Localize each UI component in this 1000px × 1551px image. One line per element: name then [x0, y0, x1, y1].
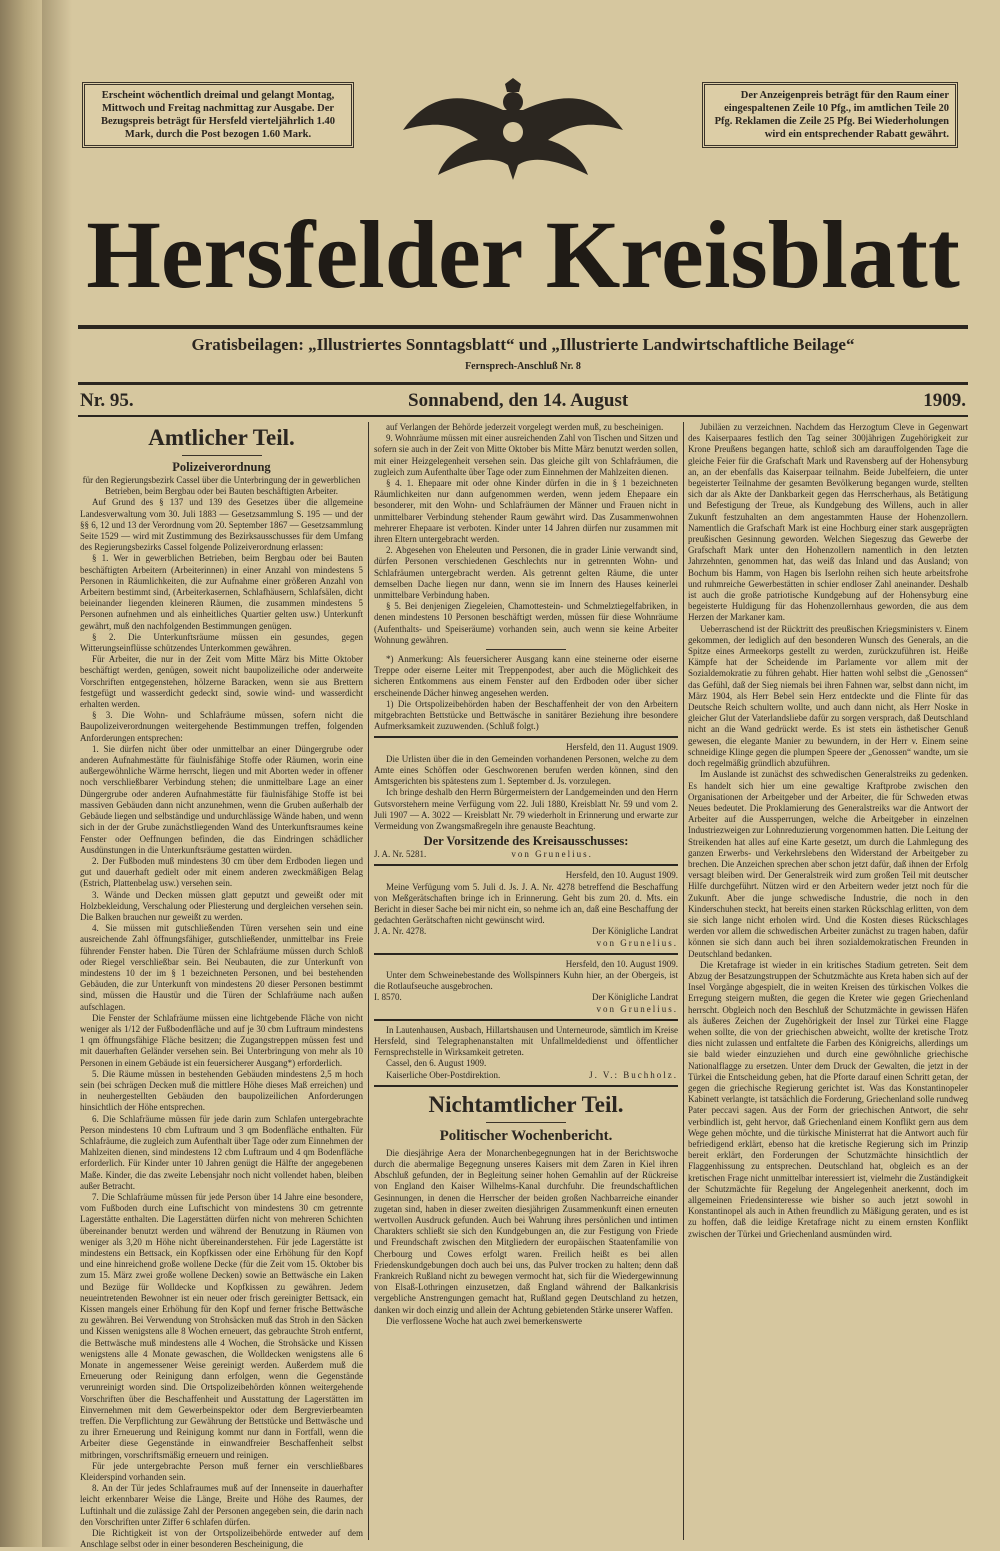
paragraph: Die Urlisten über die in den Gemeinden vorhandenen Personen, welche zu dem Amte eines Schöffen oder Geschworenen berufen werden können, sind den Amtsgerichten bis spätestens zum 1. September d. Js. vorzulegen. [374, 753, 678, 787]
paragraph: 1. Sie dürfen nicht über oder unmittelbar an einer Düngergrube oder anderen Aufnahmestätte für fäulnisfähige Stoffe oder Räumen, worin eine außergewöhnliche Wärme herrscht, liegen und mit Aborten weder in offener noch verschließbarer Verbindung stehen; die unmittelbare Lage an einer Düngergrube oder anderen Aufnahmestätte für fäulnisfähige Stoffe ist bei massiven Gebäuden dann nicht anzunehmen, wenn die Gruben außerhalb der Gebäude liegen und selbständige und undurchlässige Wände haben, und wenn sich in der der Grube zunächstliegenden Wand des Unterkunftsraumes keine Fenster oder Oeffnungen befinden, die das Eindringen schädlicher Ausdünstungen in die Unterkunftsräume gestatten würden. [80, 743, 363, 855]
column-divider [683, 422, 684, 1540]
page-fold-shadow [42, 0, 72, 1547]
signer: von Grunelius. [596, 1003, 678, 1014]
signer: von Grunelius. [511, 849, 593, 860]
paragraph: Jubiläen zu verzeichnen. Nachdem das Herzogtum Cleve in Gegenwart des Kaiserpaares festlich den Tag seiner 300jährigen Zugehörigkeit zur Krone Preußens begangen hatte, schloß sich am darauffolgenden Tage die gleiche Feier für die Grafschaft Mark und Ravensberg auf der Hohensyburg an, an der ebenfalls das Kaiserpaar teilnahm. Beide Jubelfeiern, die unter begeisterter Teilnahme der gesamten Bevölkerung begangen wurde, stellten sich dar als Akte der Dankbarkeit gegen das Herrscherhaus, als Betätigung und Befestigung der Treue, als Kundgebung des Willens, auch in aller Zukunft festzuhalten an dem angestammten Hause der Hohenzollern. Namentlich die Grafschaft Mark ist eine Hochburg einer stark ausgeprägten preußischen Gesinnung geworden. Welchen Siegeszug das Gewerbe der Grafschaft Mark unter den Hohenzollern namentlich in den letzten Jahrzehnten, genommen hat, das weiß das Inland und das Ausland; von Bochum bis Hamm, von Hagen bis Iserlohn reihen sich heute arbeitsfrohe und ruhmreiche Gewerbestätten in schier endloser Zahl aneinander. Deshalb ist auch die große patriotische Kundgebung auf der Hohensyburg eine begeisterte Huldigung für das Hohenzollernhaus geworden, die aus dem Herzen der Markaner kam. [688, 422, 968, 623]
paragraph: § 4. 1. Ehepaare mit oder ohne Kinder dürfen in die in § 1 bezeichneten Räumlichkeiten nur dann aufgenommen werden, wenn jedem Ehepaare ein besonderer, mit den Wohn- und Schlafräumen der Männer und Frauen nicht in unmittelbarer Verbindung stehender Raum gewährt wird. Das Zusammenwohnen mehrerer Ehepaare ist verboten. Kinder unter 14 Jahren dürfen nur zusammen mit ihren Eltern untergebracht werden. [374, 478, 678, 545]
paragraph: Die diesjährige Aera der Monarchenbegegnungen hat in der Berichtswoche durch die abermalige Begegnung unseres Kaisers mit dem Zaren in Kiel ihren Abschluß gefunden, der in Begleitung seiner hohen Gemahlin auf der Rückreise von England den Kaiser Wilhelms-Kanal durchfuhr. Die freundschaftlichen Gesinnungen, in denen die Herrscher der beiden großen Nachbarreiche einander zugetan sind, haben in dieser zweiten diesjährigen Zusammenkunft einen erneuten wertvollen Ausdruck gefunden. Auch bei Wahrung ihres persönlichen und intimen Charakters schließt sie sich den Kundgebungen an, die zur Festigung von Friede und Freundschaft zwischen den Mitgliedern der europäischen Staatenfamilie von Cherbourg und Cowes erfolgt waren. Freilich heißt es bei allen Friedenskundgebungen doch auch bei uns, das Pulver trocken zu halten; denn daß Frankreich Rußland nicht zu bewegen vermocht hat, sich für die Wiedergewinnung von Elsaß-Lothringen einzusetzen, daß England während der Balkankrisis vergebliche Anstrengungen gemacht hat, Rußland gegen Deutschland zu hetzen, danken wir doch einzig und allein der Achtung gebietenden Stärke unserer Waffen. [374, 1147, 678, 1315]
paragraph: auf Verlangen der Behörde jederzeit vorgelegt werden muß, zu bescheinigen. [386, 422, 664, 432]
signer-title: Der Königliche Landrat [592, 992, 678, 1003]
footnote: *) Anmerkung: Als feuersicherer Ausgang kann eine steinerne oder eiserne Treppe oder eiserne Leiter mit Treppenpodest, aber auch die Möglichkeit des sicheren Entkommens aus einem Fenster auf den Erdboden oder über sicher erscheinende Dächer hinweg angesehen werden. [374, 654, 678, 698]
issue-date: Sonnabend, den 14. August [408, 390, 629, 411]
paragraph: § 3. Die Wohn- und Schlafräume müssen, sofern nicht die Baupolizeiverordnungen weitergehende Bestimmungen treffen, folgenden Anforderungen entsprechen: [80, 710, 363, 743]
paragraph: Die Richtigkeit ist von der Ortspolizeibehörde entweder auf dem Anschlage selbst oder in einer besonderen Bescheinigung, die [80, 1528, 363, 1550]
paragraph: 6. Die Schlafräume müssen für jede darin zum Schlafen untergebrachte Person mindestens 10 cbm Luftraum und 3 qm Bodenfläche enthalten. Für Schlafräume, die zugleich zum Aufenthalt über Tage oder zum Einnehmen der Mahlzeiten dienen, sind mindestens 12 cbm Luftraum und 4 qm Bodenfläche erforderlich. Für Kinder unter 10 Jahren genügt die Hälfte der angegebenen Maße. Kinder, die das zweite Lebensjahr noch nicht vollendet haben, bleiben außer Betracht. [80, 1113, 363, 1191]
paragraph: Ueberraschend ist der Rücktritt des preußischen Kriegsministers v. Einem gekommen, der lediglich auf den besonderen Wunsch des Generals, an die Spitze eines Armeekorps gestellt zu werden, zurückzuführen ist. Heiße Kämpfe hat der Scheidende im Parlamente vor allem mit der Sozialdemokratie zu führen gehabt. Hier hatten wohl selbst die „Genossen“ das Gefühl, daß der Sieg niemals bei ihren Fahnen war, selbst dann nicht, im März 1904, als Herr Bebel sein Herz entdeckte und die Flinte für das Deutsche Reich schultern wollte, und auch dann nicht, als Herr Noske in gleicher Glut der Vaterlandsliebe dafür zu sorgen versprach, daß Deutschland nicht an die Wand gedrückt werde. Es ist stets ein ästhetischer Genuß gewesen, die elegante Manier zu bewundern, in der Herr v. Einem seine schneidige Klinge gegen die plumpen Speere der „Genossen“ wandte, um sie doch regelmäßig gründlich abzuführen. [688, 623, 968, 769]
notice-dateline: Cassel, den 6. August 1909. [386, 1058, 487, 1069]
article-title: Politischer Wochenbericht. [439, 1127, 613, 1144]
paragraph: In Lautenhausen, Ausbach, Hillartshausen und Unterneurode, sämtlich im Kreise Hersfeld, sind Telegraphenanstalten mit Unfallmeldedienst und öffentlicher Fernsprechstelle in Wirksamkeit getreten. [374, 1024, 678, 1058]
article-subtitle: für den Regierungsbezirk Cassel über die Unterbringung der in gewerblichen Betrieben, beim Bergbau oder bei Bauten beschäftigten Arbeiter. [82, 475, 361, 497]
divider [78, 325, 968, 329]
paragraph: § 2. Die Unterkunftsräume müssen ein gesundes, gegen Witterungseinflüsse schützendes Unterkommen gewähren. [80, 631, 363, 654]
signer-title: Kaiserliche Ober-Postdirektion. [386, 1069, 501, 1080]
phone-line: Fernsprech-Anschluß Nr. 8 [465, 361, 581, 372]
column-2 [374, 422, 678, 1327]
newspaper-title: Hersfelder Kreisblatt [86, 201, 960, 308]
adjacent-page-edge [0, 0, 42, 1547]
advertising-rates-box: Der Anzeigenpreis beträgt für den Raum einer eingespaltenen Zeile 10 Pfg., im amtlichen Teile 20 Pfg. Reklamen die Zeile 25 Pfg. Bei Wiederholungen wird ein entsprechender Rabatt gewährt. [702, 82, 958, 148]
divider [78, 382, 968, 385]
reference-number: J. A. Nr. 5281. [374, 849, 427, 860]
paragraph: 3. Wände und Decken müssen glatt geputzt und geweißt oder mit Holzbekleidung, Verschalung oder Pliesterung und dergleichen versehen sein. Die Balken brauchen nur geweißt zu werden. [80, 889, 363, 922]
reference-number: I. 8570. [374, 992, 402, 1003]
paragraph: 4. Sie müssen mit gutschließenden Türen versehen sein und eine ausreichende Zahl öffnungsfähiger, gutschließender, unmittelbar ins Freie führender Fenster haben. Die Türen der Schlafräume müssen durch Schloß oder Riegel verschließbar sein. Bei Neubauten, die zur Unterkunft von mindestens 10 der im § 1 bezeichneten Personen, und bei bestehenden Gebäuden, die zur Unterkunft von mindestens 20 dieser Personen bestimmt sind, müssen die Haustür und die Türen der Schlafräume nach außen aufschlagen. [80, 923, 363, 1012]
signer: von Grunelius. [596, 937, 678, 948]
notice-dateline: Hersfeld, den 11. August 1909. [566, 742, 678, 753]
issue-dateline [78, 389, 968, 413]
column-divider [368, 422, 369, 1540]
eagle-emblem-icon [398, 70, 628, 185]
paragraph: Die Fenster der Schlafräume müssen eine lichtgebende Fläche von nicht weniger als 1/12 der Fußbodenfläche und auf je 30 cbm Luftraum mindestens 1 qm öffnungsfähige Fläche besitzen; die Zugangstreppen müssen fest und mit dauerhaften Geländer versehen sein. Bei Unterbringung von mehr als 10 Personen in einem Gebäude ist ein feuersicherer Ausgang*) erforderlich. [80, 1012, 363, 1068]
signer: J. V.: Buchholz. [589, 1069, 678, 1080]
signer-title: Der Vorsitzende des Kreisausschusses: [423, 834, 629, 849]
paragraph: 8. An der Tür jedes Schlafraumes muß auf der Innenseite in dauerhafter leicht erkennbarer Weise die Länge, Breite und Höhe des Raumes, der Luftinhalt und die zulässige Zahl der Personen angegeben sein, die darin nach den Vorschriften unter Ziffer 6 schlafen dürfen. [80, 1483, 363, 1527]
column-3 [688, 422, 968, 1240]
paragraph: § 5. Bei denjenigen Ziegeleien, Chamottestein- und Schmelztiegelfabriken, in denen mindestens 10 Personen beschäftigt werden, müssen für diese Wohnräume (Aufenthalts- und Speiseräume) vorhanden sein, auch wenn sie keine Arbeiter Wohnung gewähren. [374, 601, 678, 645]
signer-title: Der Königliche Landrat [592, 926, 678, 937]
issue-year: 1909. [923, 390, 966, 411]
section-heading: Nichtamtlicher Teil. [428, 1091, 624, 1117]
footnote: 1) Die Ortspolizeibehörden haben der Beschaffenheit der von den Arbeitern mitgebrachten Bettstücke und Bettwäsche in sanitärer Beziehung ihre besondere Aufmerksamkeit zuzuwenden. (Schluß folgt.) [374, 698, 678, 732]
paragraph: Im Auslande ist zunächst des schwedischen Generalstreiks zu gedenken. Es handelt sich hier um eine gewaltige Kraftprobe zwischen den Organisationen der Arbeitgeber und der Arbeiter, die für Schweden etwas Neues bedeutet. Die Proklamierung des Generalstreiks war die Antwort der Arbeiter auf die Aussperrungen, welche die Arbeitgeber in einzelnen Industriezweigen zur Lohnreduzierung vorgenommen hatten. Die Leitung der Streikenden hat alles auf eine Karte gesetzt, um durch die Lahmlegung des ganzen Erwerbs- und Verkehrslebens den Widerstand der Arbeitgeber zu brechen. Die Anzeichen sprechen aber schon jetzt dafür, daß ihnen der Erfolg versagt bleiben wird. Der Generalstreik wird zum großen Teil mit deutscher Hilfe durchgeführt. Nützen wird er den Arbeitern weder jetzt noch für die Zukunft. Aber die junge schwedische Industrie, die noch in den Kinderschuhen steckt, hat bereits einen starken Rückschlag erlitten, von dem sie sich lange nicht erholen wird. Und die Kosten dieses Rückschlages werden vor allem die schwedischen Arbeiter zunächst zu tragen haben, dafür können sie sich dann auch bei ihren sozialdemokratischen Freunden in Deutschland bedanken. [688, 769, 968, 959]
issue-number: Nr. 95. [80, 390, 134, 411]
article-title: Polizeiverordnung [172, 460, 271, 474]
paragraph: 5. Die Räume müssen in bestehenden Gebäuden mindestens 2,5 m hoch sein (bei schrägen Decken muß die mittlere Höhe dieses Maß erreichen) und in neuhergestellten Gebäuden den baupolizeilichen Anforderungen hinsichtlich der Höhe entsprechen. [80, 1068, 363, 1113]
newspaper-page [78, 60, 968, 1550]
column-1 [80, 422, 363, 1551]
paragraph: Meine Verfügung vom 5. Juli d. Js. J. A. Nr. 4278 betreffend die Beschaffung von Meßgerätschaften bringe ich in Erinnerung. Geht bis zum 20. d. Mts. ein Bericht in dieser Sache bei mir nicht ein, so nehme ich an, daß eine Beschaffung der gedachten Gerätschaften nicht gewünscht wird. [374, 881, 678, 926]
paragraph: 2. Abgesehen von Eheleuten und Personen, die in grader Linie verwandt sind, dürfen Personen verschiedenen Geschlechts nur in getrennten Wohn- und Schlafräumen untergebracht werden. Als getrennt gelten Räume, die unter demselben Dache liegen nur dann, wenn sie im Innern des Hauses keinerlei unmittelbare Verbindung haben. [374, 545, 678, 601]
paragraph: 2. Der Fußboden muß mindestens 30 cm über dem Erdboden liegen und gut und dauerhaft gedielt oder mit einem anderen zweckmäßigen Belag (Estrich, Plattenbelag usw.) versehen sein. [80, 855, 363, 889]
paragraph: Die verflossene Woche hat auch zwei bemerkenswerte [386, 1315, 583, 1326]
reference-number: J. A. Nr. 4278. [374, 926, 427, 937]
section-heading: Amtlicher Teil. [148, 425, 295, 450]
subscription-info-box: Erscheint wöchentlich dreimal und gelangt Montag, Mittwoch und Freitag nachmittag zur Ausgabe. Der Bezugspreis beträgt für Hersfeld vierteljährlich 1.40 Mark, durch die Post bezogen 1.60 Mark. [82, 82, 354, 148]
paragraph: § 1. Wer in gewerblichen Betrieben, beim Bergbau oder bei Bauten beschäftigten Arbeitern (Arbeiterinnen) in einer Anzahl von mindestens 5 Personen in Räumlichkeiten, die zur Aufnahme einer größeren Anzahl von Arbeitern bestimmt sind, (Arbeiterkasernen, Schlafhäusern, Schlafsälen, dicht beieinander liegenden kleineren Räumen, die zusammen mindestens 5 Personen aufnehmen und als einheitliches Quartier gelten usw.) Unterkunft gewährt, muß den nachfolgenden Bestimmungen genügen. [80, 553, 363, 631]
supplements-line: Gratisbeilagen: „Illustriertes Sonntagsblatt“ und „Illustrierte Landwirtschaftliche Beilage“ [191, 335, 855, 354]
paragraph: 9. Wohnräume müssen mit einer ausreichenden Zahl von Tischen und Sitzen und sofern sie auch in der Zeit von Mitte Oktober bis Mitte März benutzt werden sollen, mit einer Heizgelegenheit versehen sein. Das gleiche gilt von Schlafräumen, die zugleich zum Aufenthalte über Tage oder zum Einnehmen der Mahlzeiten dienen. [374, 433, 678, 477]
paragraph: Auf Grund des § 137 und 139 des Gesetzes über die allgemeine Landesverwaltung vom 30. Juli 1883 — Gesetzsammlung S. 195 — und der §§ 6, 12 und 13 der Verordnung vom 20. September 1867 — Gesetzsammlung Seite 1529 — wird mit Zustimmung des Bezirksausschusses für dem Umfang des Regierungsbezirks Cassel folgende Polizeiverordnung erlassen: [80, 497, 363, 553]
notice-dateline: Hersfeld, den 10. August 1909. [565, 958, 678, 969]
paragraph: Für Arbeiter, die nur in der Zeit vom Mitte März bis Mitte Oktober beschäftigt werden, genügen, soweit nicht baupolizeiliche oder anderweite Vorschriften entgegenstehen, hölzerne Baracken, wenn sie aus Brettern festgefügt und wasserdicht gedeckt sind, sowie wind- und wasserdicht erhalten werden. [80, 654, 363, 710]
paragraph: Für jede untergebrachte Person muß ferner ein verschließbares Kleiderspind vorhanden sein. [80, 1460, 363, 1483]
notice-dateline: Hersfeld, den 10. August 1909. [565, 870, 678, 881]
divider [78, 415, 968, 417]
paragraph: 7. Die Schlafräume müssen für jede Person über 14 Jahre eine besondere, vom Fußboden durch eine Luftschicht von mindestens 30 cm getrennte Lagerstätte enthalten. Die Lagerstätten dürfen nicht von mehreren Schichten übereinander benutzt werden und während der Benutzung in Räumen von weniger als 3,20 m Höhe nicht übereinanderstehen. Für jede Lagerstätte ist mindestens ein Bettsack, ein Kopfkissen oder eine Erhöhung für den Kopf und eine hinreichend große wollene Decke (für die Zeit vom 15. Oktober bis zum 15. März zwei große wollene Decken) sowie an Bettwäsche ein Laken und Bezüge für Wolldecke und Kopfkissen zu gewähren. Jedem neueintretenden Bewohner ist ein neuer oder frisch gereinigter Bettsack, ein Kissen mangels einer Erhöhung für den Kopf und ferner frische Bettwäsche zu gewähren. Bei Verwendung von Strohsäcken muß das Stroh in den Säcken und Kissen wenigstens alle 8 Wochen erneuert, das gebrauchte Stroh entfernt, die Bettwäsche muß mindestens alle 4 Wochen, die Strohsäcke und Kissen wenigstens alle 4 Monate gewaschen, die Wolldecken wenigstens alle 6 Monate in angemessener Weise gereinigt werden. Außerdem muß die Erneuerung oder Reinigung dann erfolgen, wenn die Gegenstände verunreinigt worden sind. Die Ortspolizeibehörden können weitergehende Vorschriften über die Beschaffenheit und Ausstattung der Lagerstätten im Einvernehmen mit dem Gewerbeinspektor oder dem Bergrevierbeamten treffen. Die Verpflichtung zur Gewährung der Bettstücke und Bettwäsche und zu ihrer Erneuerung und Reinigung kommt nur dann in Fortfall, wenn die Arbeiter diese Gegenstände in einwandfreier Beschaffenheit selbst mitbringen, vorschriftsmäßig erneuern und reinigen. [80, 1192, 363, 1460]
paragraph: Die Kretafrage ist wieder in ein kritisches Stadium getreten. Seit dem Abzug der Besatzungstruppen der Schutzmächte aus Kreta haben sich auf der Insel Vorgänge abgespielt, die in weiten Kreisen des türkischen Volkes die Erregung steigern mußten, die gegen die Kreter wie gegen Griechenland herrscht. Obgleich noch den Beschluß der Schutzmächte in gewissen Häfen als äußeres Zeichen der Zugehörigkeit der Insel zur Türkei eine Flagge wehen sollte, die von der griechischen abweicht, wollte der kretische Trotz dies nicht zulassen und entfaltete die Farben des Königreichs, allerdings um sie bald wieder einzuziehen und durch eine gewöhnliche griechische Nationalflagge zu ersetzen. Unter dem Druck der Gewalten, die jetzt in der Türkei die Entscheidung geben, hat die Pforte darauf einen Schritt getan, der gegen die griechische Regierung gerichtet ist. Was das Konstantinopeler Kabinett verlangte, ist tatsächlich die Forderung, Griechenland solle rundweg Pater peccavi sagen. Aus der Form der griechischen Antwort, die sehr verbindlich ist, geht hervor, daß Griechenland einem Konflikt gern aus dem Wege gehen möchte, und die türkische Ministerrat hat die Antwort auch für befriedigend erklärt, ebenso hat die kretische Regierung sich im Prinzip bereit erklärt, den Forderungen der Schutzmächte hinsichtlich der Flaggenhissung zu entsprechen. Deutschland hat, obgleich es an der kretischen Frage nicht unmittelbar interessiert ist, vielmehr die Zuständigkeit der Schutzmächte für Regelung der Angelegenheit anerkennt, doch im allgemeinen Friedensinteresse wie bisher so auch jetzt sowohl in Konstantinopel als auch in Athen freundlich zu Mäßigung geraten, und es ist zu hoffen, daß die leidige Kretafrage nicht zu einem ernsten Konflikt zwischen der Türkei und Griechenland ausmünden wird. [688, 959, 968, 1239]
paragraph: Unter dem Schweinebestande des Wollspinners Kuhn hier, an der Obergeis, ist die Rotlaufseuche ausgebrochen. [374, 969, 678, 992]
paragraph: Ich bringe deshalb den Herrn Bürgermeistern der Landgemeinden und den Herrn Gutsvorstehern meine Verfügung vom 22. Juli 1880, Kreisblatt Nr. 59 und vom 2. Juli 1907 — A. 3022 — Kreisblatt Nr. 79 wiederholt in Erinnerung und erwarte zur Vermeidung von Zwangsmaßregeln ihre genauste Beachtung. [374, 787, 678, 831]
